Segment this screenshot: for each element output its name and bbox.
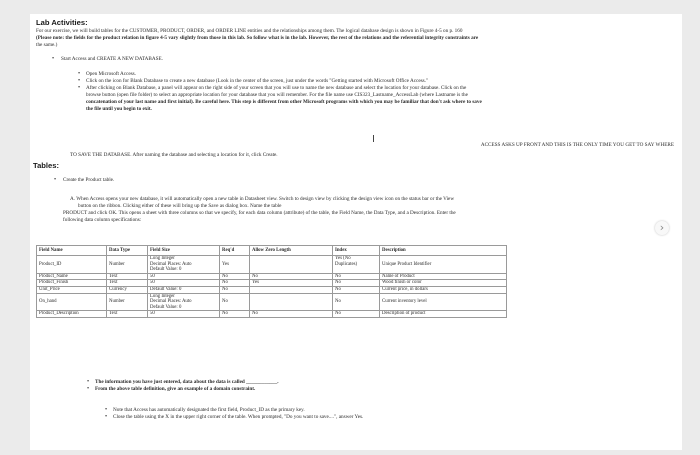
save-line: TO SAVE THE DATABASE. After naming the database and selecting a location for it, click Create. <box>70 152 278 158</box>
table-cell <box>250 286 333 293</box>
table-cell: No <box>220 280 250 287</box>
bullet-icon: • <box>105 414 108 420</box>
table-cell: Yes (No Duplicates) <box>333 256 380 274</box>
table-cell: Unique Product Identifier <box>380 256 507 274</box>
table-cell: Product_ID <box>37 256 107 274</box>
bullet-icon: • <box>78 85 81 91</box>
column-header: Data Type <box>107 246 148 256</box>
table-cell: No <box>220 286 250 293</box>
table-row <box>37 256 507 274</box>
bullet-icon: • <box>78 78 81 84</box>
note-primary-key: Note that Access has automatically designated the first field, Product_ID as the primary key. <box>113 407 305 413</box>
table-row <box>37 311 507 318</box>
next-page-arrow-icon[interactable]: › <box>655 221 669 235</box>
table-cell: Yes <box>250 280 333 287</box>
create-bullet-text: Create the Product table. <box>63 177 115 183</box>
table-cell: Currency <box>107 286 148 293</box>
column-header: Description <box>380 246 507 256</box>
para-a: A. When Access opens your new database, it will automatically open a new table in Datasheet view. Switch to design view by clicking the design view icon on the status bar or the View <box>70 196 455 202</box>
table-cell: Description of product <box>380 311 507 318</box>
step-after-click: browse button (open file folder) to select an appropriate location for your database that you will remember. For the file name use CIS323_Lastname_AccessLab (where Lastname is the <box>86 92 468 98</box>
question-domain-constraint: From the above table definition, give an example of a domain constraint. <box>95 386 256 392</box>
table-row <box>37 293 507 311</box>
table-cell: Default Value: 0 <box>148 286 220 293</box>
intro-line: (Please note: the fields for the product relation in figure 4-5 vary slightly from those in this lab. So follow what is in the lab. However, the rest of the relations and the referential integrity constraints are <box>36 35 479 41</box>
table-cell: Unit_Price <box>37 286 107 293</box>
column-header: Req'd <box>220 246 250 256</box>
para-a: PRODUCT and click OK. This opens a sheet with three columns so that we specify, for each data column (attribute) of the table, the Field Name, the Data Type, and a Description. Enter the <box>63 210 456 216</box>
table-cell: Product_Finish <box>37 280 107 287</box>
table-cell: No <box>333 293 380 311</box>
question-metadata: The information you have just entered, data about the data is called ____________. <box>95 379 279 385</box>
table-cell: Yes <box>220 256 250 274</box>
table-cell: No <box>220 273 250 280</box>
bullet-icon: • <box>78 71 81 77</box>
step-after-click: After clicking on Blank Database, a panel will appear on the right side of your screen that you will use to name the new database and select the location for your database. Click on the <box>86 85 467 91</box>
note-close-table: Close the table using the X in the upper right corner of the table. When prompted, "Do you want to save....", answer Yes. <box>113 414 364 420</box>
table-cell: Text <box>107 273 148 280</box>
page-title: Lab Activities: <box>36 18 88 27</box>
table-cell: 50 <box>148 273 220 280</box>
table-cell: Wood finish or color <box>380 280 507 287</box>
table-cell: 50 <box>148 280 220 287</box>
table-cell: Long Integer Decimal Places: Auto Default Value: 0 <box>148 256 220 274</box>
bullet-icon: • <box>87 386 90 392</box>
table-cell: Name of Product <box>380 273 507 280</box>
table-cell: No <box>220 311 250 318</box>
table-cell: No <box>220 293 250 311</box>
table-header-row <box>37 246 507 256</box>
document-page <box>30 14 682 450</box>
step-open-access: Open Microsoft Access. <box>86 71 136 77</box>
product-fields-table <box>36 245 507 318</box>
para-a: button on the ribbon. Clicking either of these will bring up the Save as dialog box. Name the table <box>78 203 282 209</box>
bullet-icon: • <box>54 177 57 183</box>
table-cell: 50 <box>148 311 220 318</box>
bullet-icon: • <box>52 56 55 62</box>
column-header: Field Size <box>148 246 220 256</box>
table-cell: Product_Name <box>37 273 107 280</box>
table-cell: Number <box>107 256 148 274</box>
table-cell: No <box>333 311 380 318</box>
step-after-click: the file until you begin to exit. <box>86 106 152 112</box>
table-cell: Current price, in dollars <box>380 286 507 293</box>
table-cell: Number <box>107 293 148 311</box>
para-a: following data column specifications: <box>63 217 142 223</box>
table-row <box>37 273 507 280</box>
text-cursor <box>373 135 374 142</box>
table-row <box>37 280 507 287</box>
table-row <box>37 286 507 293</box>
intro-line: the same.) <box>36 42 58 48</box>
table-cell <box>250 293 333 311</box>
table-cell: No <box>333 273 380 280</box>
table-cell: No <box>333 280 380 287</box>
step-after-click: concatenation of your last name and first initial). Be careful here. This step is different from other Microsoft programs with which you may be familiar that don't ask where to save <box>86 99 482 105</box>
table-cell: Text <box>107 280 148 287</box>
table-cell: No <box>250 311 333 318</box>
column-header: Index <box>333 246 380 256</box>
step-blank-database: Click on the icon for Blank Database to create a new database (Look in the center of the screen, just under the words "Getting started with Microsoft Office Access." <box>86 78 429 84</box>
table-cell <box>250 256 333 274</box>
table-cell: No <box>250 273 333 280</box>
table-cell: On_hand <box>37 293 107 311</box>
table-cell: No <box>333 286 380 293</box>
intro-line: For our exercise, we will build tables for the CUSTOMER, PRODUCT, ORDER, and ORDER LINE entities and the relationships among them. The logical database design is shown in Figure 4-5 on p. 160 <box>36 28 463 34</box>
table-cell: Long Integer Decimal Places: Auto Default Value: 0 <box>148 293 220 311</box>
tables-heading: Tables: <box>33 161 60 170</box>
table-cell: Text <box>107 311 148 318</box>
table-cell: Product_Description <box>37 311 107 318</box>
table-cell: Current inventory level <box>380 293 507 311</box>
bullet-icon: • <box>87 379 90 385</box>
start-bullet-text: Start Access and CREATE A NEW DATABASE. <box>61 56 163 62</box>
bullet-icon: • <box>105 407 108 413</box>
column-header: Field Name <box>37 246 107 256</box>
caps-note: ACCESS ASKS UP FRONT AND THIS IS THE ONLY TIME YOU GET TO SAY WHERE <box>480 142 674 148</box>
column-header: Allow Zero Length <box>250 246 333 256</box>
